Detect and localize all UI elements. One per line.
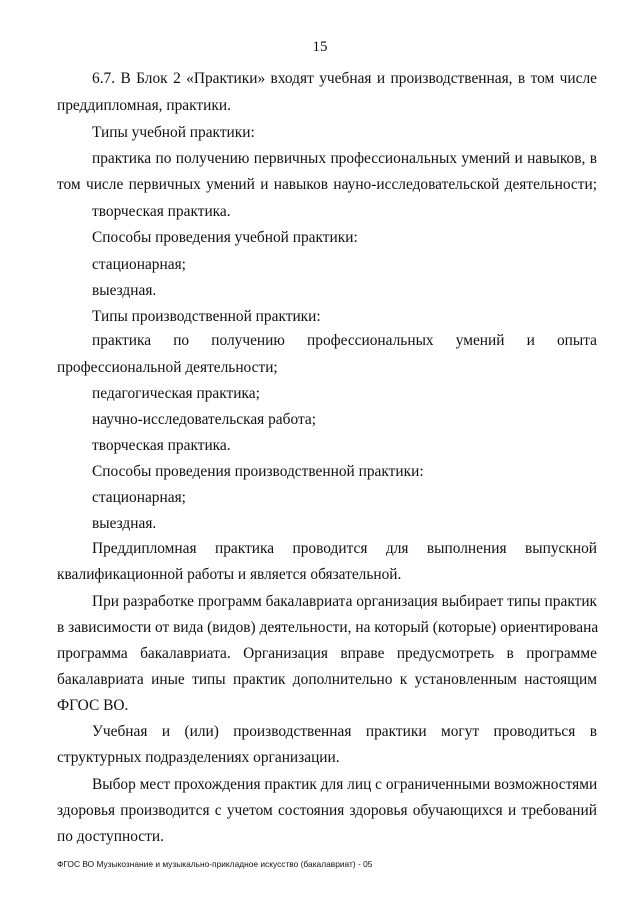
text-line: творческая практика. bbox=[92, 203, 231, 220]
text-line: 6.7. В Блок 2 «Практики» входят учебная и производственная, в том числе bbox=[92, 70, 597, 87]
text-line: Учебная и (или) производственная практики могут проводиться в bbox=[92, 723, 597, 740]
text-line: Выбор мест прохождения практик для лиц с ограниченными возможностями bbox=[92, 776, 598, 793]
text-line: Способы проведения производственной практики: bbox=[92, 463, 424, 480]
text-line: здоровья производится с учетом состояния здоровья обучающихся и требований bbox=[57, 802, 597, 819]
text-line: Типы учебной практики: bbox=[92, 124, 255, 141]
page-number: 15 bbox=[312, 39, 328, 55]
text-line: том числе первичных умений и навыков науно-исследовательской деятельности; bbox=[57, 176, 597, 193]
text-line: стационарная; bbox=[92, 489, 186, 506]
text-line: педагогическая практика; bbox=[92, 385, 260, 402]
text-line: структурных подразделениях организации. bbox=[57, 749, 340, 766]
text-line: Преддипломная практика проводится для выполнения выпускной bbox=[92, 540, 597, 557]
text-line: преддипломная, практики. bbox=[57, 97, 231, 114]
text-line: научно-исследовательская работа; bbox=[92, 411, 316, 428]
text-line: практика по получению первичных профессиональных умений и навыков, в bbox=[92, 150, 597, 167]
text-line: практика по получению профессиональных умений и опыта bbox=[92, 332, 597, 349]
text-line: При разработке программ бакалавриата организация выбирает типы практик bbox=[92, 593, 598, 610]
text-line: квалификационной работы и является обязательной. bbox=[57, 566, 402, 583]
text-line: Типы производственной практики: bbox=[92, 308, 321, 325]
text-line: в зависимости от вида (видов) деятельности, на который (которые) ориентирована bbox=[57, 619, 599, 636]
text-line: по доступности. bbox=[57, 828, 164, 845]
text-line: ФГОС ВО. bbox=[57, 697, 129, 714]
text-line: программа бакалавриата. Организация вправе предусмотреть в программе bbox=[57, 645, 597, 662]
text-line: бакалавриата иные типы практик дополнительно к установленным настоящим bbox=[57, 671, 597, 688]
text-line: творческая практика. bbox=[92, 437, 231, 454]
text-line: выездная. bbox=[92, 282, 157, 299]
text-line: Способы проведения учебной практики: bbox=[92, 229, 358, 246]
text-line: стационарная; bbox=[92, 256, 186, 273]
text-line: выездная. bbox=[92, 515, 157, 532]
text-line: профессиональной деятельности; bbox=[57, 359, 278, 376]
page-footer: ФГОС ВО Музыкознание и музыкально-прикладное искусство (бакалавриат) - 05 bbox=[57, 859, 373, 869]
